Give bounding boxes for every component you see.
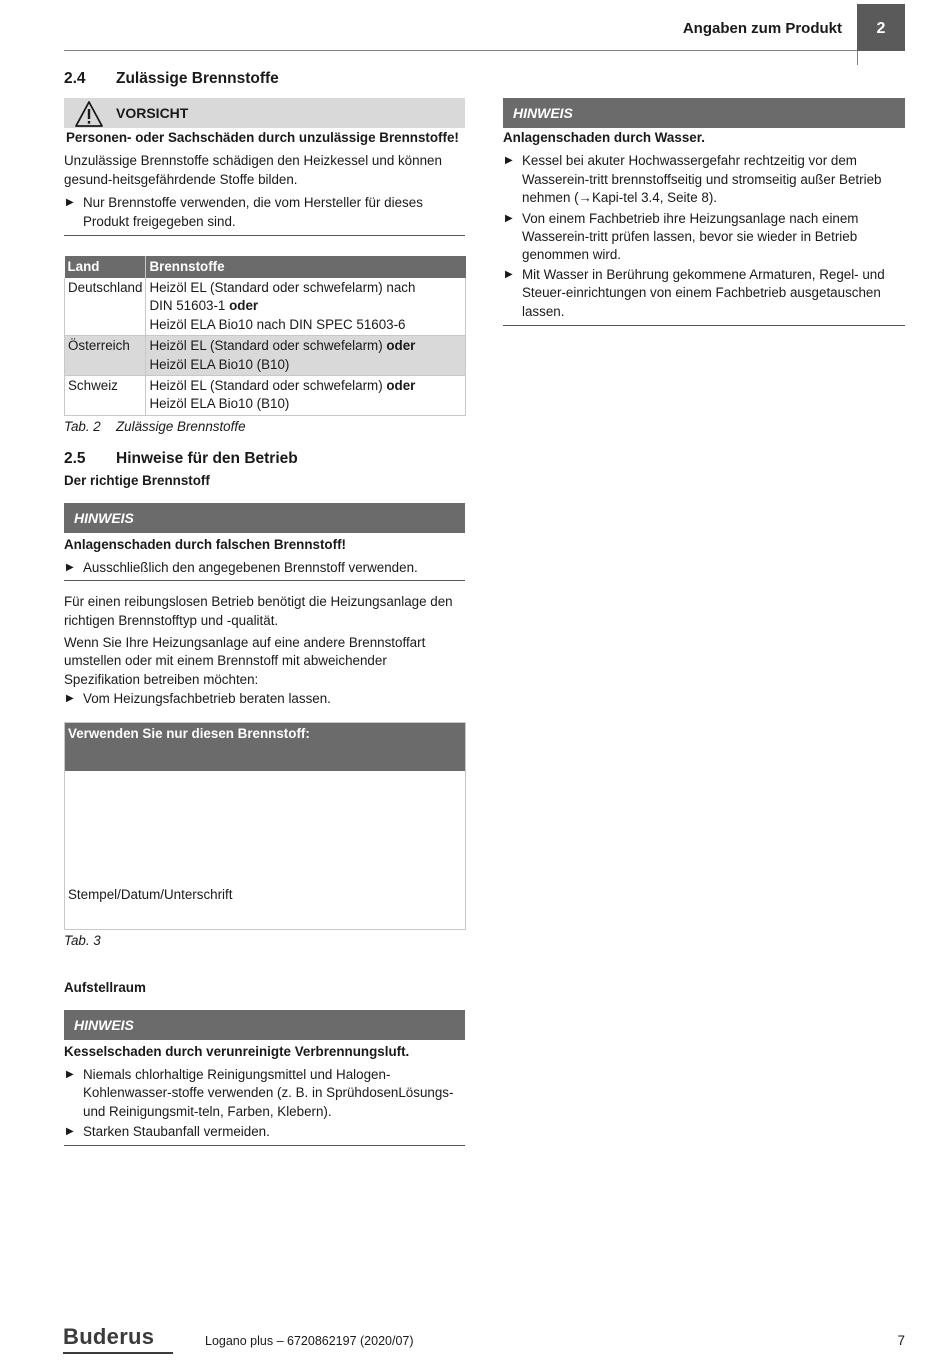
column-header-fuels: Brennstoffe bbox=[146, 256, 466, 278]
table-row bbox=[65, 278, 466, 336]
section-2-5-heading bbox=[64, 450, 298, 468]
caution-text: Unzulässige Brennstoffe schädigen den Heizkessel und können gesund-heitsgefährdende Stoffe bilden. bbox=[64, 153, 442, 187]
hint-list bbox=[503, 152, 905, 321]
document-reference: Logano plus – 6720862197 (2020/07) bbox=[205, 1334, 414, 1348]
list-item: ▶ Von einem Fachbetrieb ihre Heizungsanlage nach einem Wasserein-tritt prüfen lassen, bevor sie wieder in Betrieb genommen wird. bbox=[505, 210, 859, 263]
caution-block bbox=[64, 98, 465, 236]
paragraph: Wenn Sie Ihre Heizungsanlage auf eine andere Brennstoffart umstellen oder mit einem Brennstoff mit abweichender Spezifikation betreiben möchten: bbox=[64, 635, 426, 687]
section-title: Hinweise für den Betrieb bbox=[116, 450, 298, 467]
list-item: ▶ Kessel bei akuter Hochwassergefahr rechtzeitig vor dem Wasserein-tritt brennstoffseitig und stromseitig außer Betrieb nehmen (→Kapi-tel 3.4, Seite 8). bbox=[505, 153, 882, 206]
list-item: ▶ Mit Wasser in Berührung gekommene Armaturen, Regel- und Steuer-einrichtungen von einem Fachbetrieb ausgetauschen lassen. bbox=[505, 266, 885, 319]
hint-block-fuel bbox=[64, 503, 465, 581]
section-number: 2.5 bbox=[64, 450, 86, 467]
hint-bar: HINWEIS bbox=[503, 98, 905, 128]
bullet-arrow-icon: ▶ bbox=[505, 155, 513, 167]
header-rule-tick bbox=[857, 51, 858, 65]
advice-list bbox=[64, 690, 465, 708]
caution-heading: Personen- oder Sachschäden durch unzulässige Brennstoffe! bbox=[66, 130, 459, 145]
section-number: 2.4 bbox=[64, 70, 86, 87]
fuel-cell: Heizöl EL (Standard oder schwefelarm) nach DIN 51603-1 oder Heizöl ELA Bio10 nach DIN SPEC 51603-6 bbox=[146, 278, 466, 336]
hint-bar: HINWEIS bbox=[64, 503, 465, 533]
table-row bbox=[65, 336, 466, 376]
warning-triangle-icon bbox=[74, 100, 104, 128]
subheading-installation-room: Aufstellraum bbox=[64, 980, 146, 996]
hint-heading: Anlagenschaden durch falschen Brennstoff! bbox=[64, 537, 346, 553]
caution-list bbox=[64, 194, 465, 231]
hint-bar: HINWEIS bbox=[64, 1010, 465, 1040]
logo-underline bbox=[63, 1352, 173, 1354]
column-header-land: Land bbox=[65, 256, 146, 278]
hint-heading: Anlagenschaden durch Wasser. bbox=[503, 130, 705, 145]
subheading-fuel: Der richtige Brennstoff bbox=[64, 473, 210, 488]
bullet-arrow-icon: ▶ bbox=[505, 268, 513, 280]
bullet-arrow-icon: ▶ bbox=[66, 1126, 74, 1138]
table-row bbox=[65, 376, 466, 416]
country-cell: Schweiz bbox=[65, 376, 146, 416]
fuel-entry-box-heading: Verwenden Sie nur diesen Brennstoff: bbox=[65, 723, 465, 771]
hint-block-water bbox=[503, 98, 905, 326]
bullet-arrow-icon: ▶ bbox=[66, 197, 74, 209]
bullet-arrow-icon: ▶ bbox=[505, 212, 513, 224]
hint-heading: Kesselschaden durch verunreinigte Verbrennungsluft. bbox=[64, 1044, 410, 1060]
fuel-table-block bbox=[64, 256, 466, 436]
block-end-rule bbox=[503, 325, 905, 326]
section-2-5-body bbox=[64, 472, 465, 1146]
fuel-table bbox=[64, 256, 466, 416]
list-item: ▶ Nur Brennstoffe verwenden, die vom Hersteller für dieses Produkt freigegeben sind. bbox=[66, 195, 423, 229]
hint-list bbox=[64, 559, 465, 577]
table-caption: Tab. 3 bbox=[64, 932, 101, 948]
hint-list bbox=[64, 1066, 465, 1142]
header-rule bbox=[64, 50, 857, 51]
caution-label: VORSICHT bbox=[116, 105, 189, 121]
list-item: ▶ Vom Heizungsfachbetrieb beraten lassen. bbox=[64, 690, 465, 708]
paragraph: Für einen reibungslosen Betrieb benötigt die Heizungsanlage den richtigen Brennstofftyp und -qualität. bbox=[64, 594, 453, 628]
country-cell: Österreich bbox=[65, 336, 146, 376]
section-2-4-heading bbox=[64, 70, 279, 88]
hint-block-air bbox=[64, 1010, 465, 1145]
bullet-arrow-icon: ▶ bbox=[66, 693, 74, 705]
chapter-number-badge: 2 bbox=[857, 4, 905, 51]
list-item: ▶ Ausschließlich den angegebenen Brennstoff verwenden. bbox=[64, 559, 465, 577]
list-item: ▶ Niemals chlorhaltige Reinigungsmittel und Halogen-Kohlenwasser-stoffe verwenden (z. B. in SprühdosenLösungs- und Reinigungsmit-teln, Farben, Klebern). bbox=[66, 1066, 454, 1119]
fuel-entry-box bbox=[64, 722, 466, 930]
fuel-cell: Heizöl EL (Standard oder schwefelarm) oder Heizöl ELA Bio10 (B10) bbox=[146, 376, 466, 416]
page-number: 7 bbox=[897, 1333, 905, 1348]
table-header-row bbox=[65, 256, 466, 278]
block-end-rule bbox=[64, 1145, 465, 1146]
page-header-title: Angaben zum Produkt bbox=[682, 20, 842, 37]
bullet-arrow-icon: ▶ bbox=[66, 561, 74, 573]
section-title: Zulässige Brennstoffe bbox=[116, 70, 279, 87]
fuel-cell: Heizöl EL (Standard oder schwefelarm) oder Heizöl ELA Bio10 (B10) bbox=[146, 336, 466, 376]
block-end-rule bbox=[64, 580, 465, 581]
table-caption: Tab. 2 Zulässige Brennstoffe bbox=[64, 418, 246, 434]
list-item: ▶ Starken Staubanfall vermeiden. bbox=[64, 1123, 465, 1141]
fuel-entry-box-body bbox=[65, 771, 465, 929]
bullet-arrow-icon: ▶ bbox=[66, 1068, 74, 1080]
stamp-date-signature-label: Stempel/Datum/Unterschrift bbox=[68, 887, 233, 903]
caution-bar bbox=[64, 98, 465, 128]
country-cell: Deutschland bbox=[65, 278, 146, 336]
block-end-rule bbox=[64, 235, 465, 236]
buderus-logo: Buderus bbox=[63, 1324, 155, 1349]
